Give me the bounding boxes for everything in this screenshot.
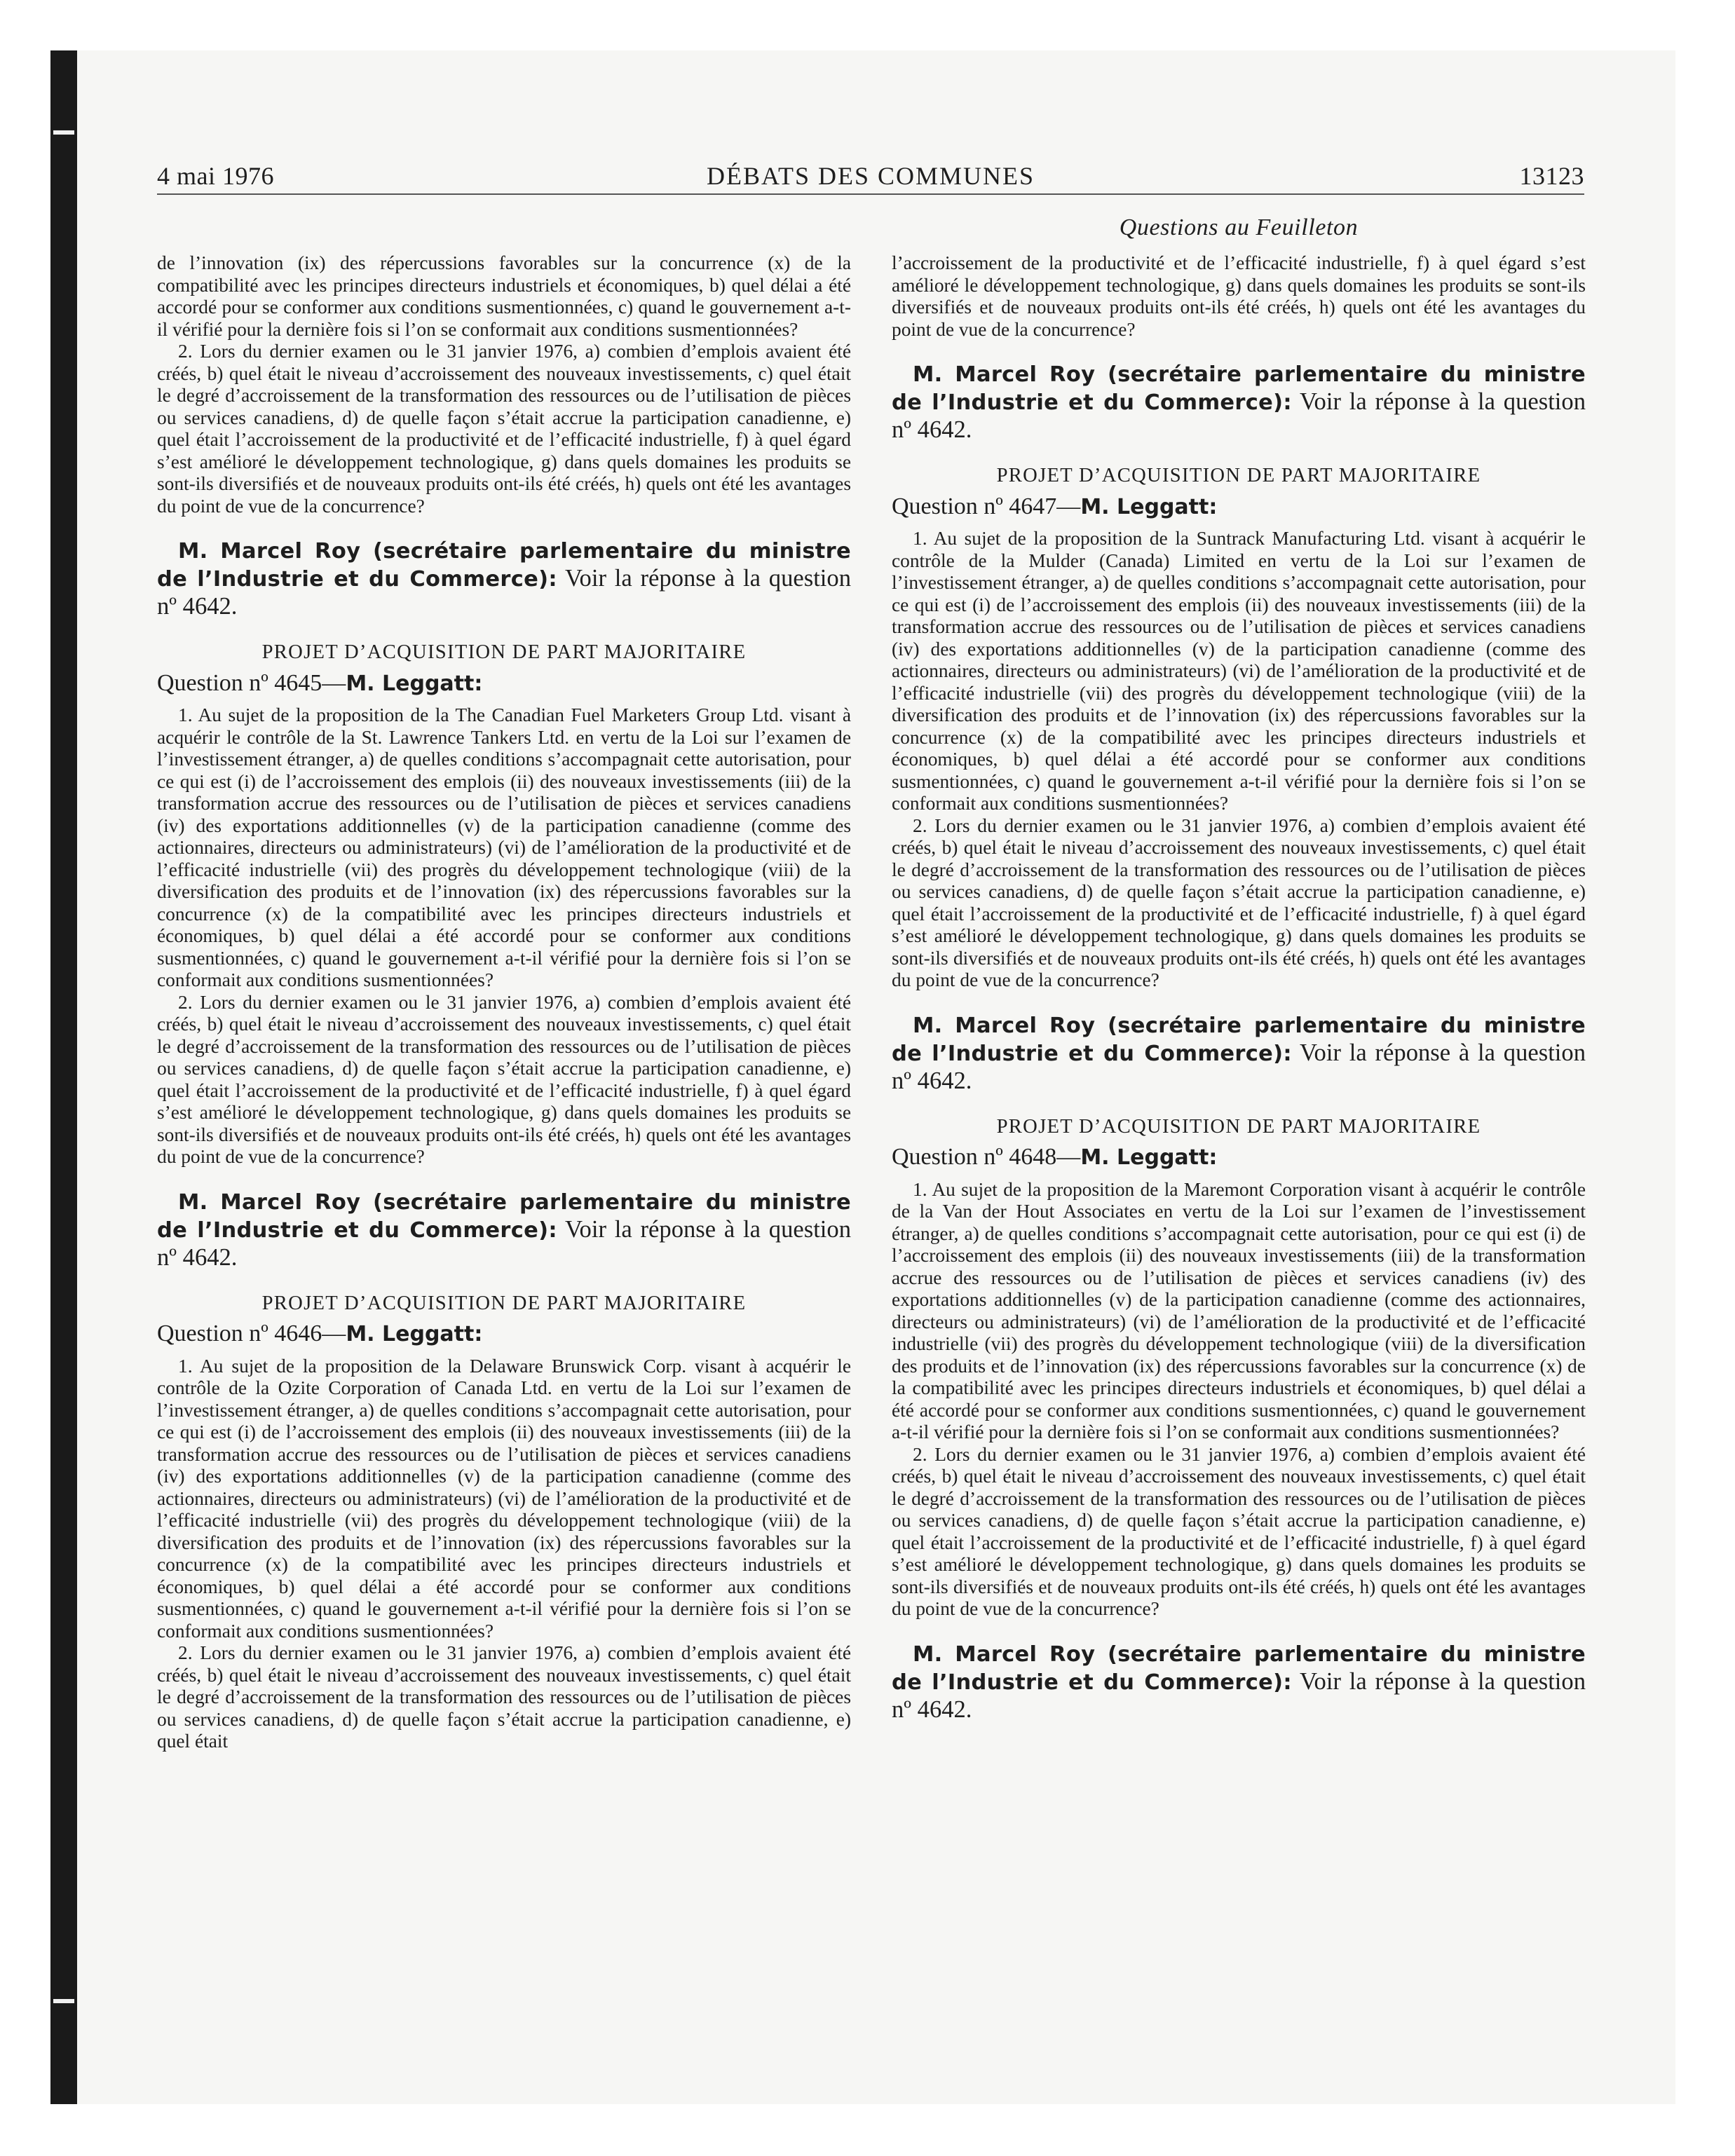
header-page-number: 13123 [1519,162,1584,190]
paragraph: 1. Au sujet de la proposition de la Delaware Brunswick Corp. visant à acquérir le contrôle de la Ozite Corporation of Canada Ltd. en vertu de la Loi sur l’examen de l’investissement étranger, a) de quelles conditions s’accompagnait cette autorisation, pour ce qui est (i) de l’accroissement des emplois (ii) des nouveaux investissements (iii) de la transformation accrue des ressources ou de l’utilisation de pièces et services canadiens (iv) des exportations additionnelles (v) de la participation canadienne (comme des actionnaires, directeurs ou administrateurs) (vi) de l’amélioration de la productivité et de l’efficacité industrielle (vii) des progrès du développement technologique (viii) de la diversification des produits et de l’innovation (ix) des répercussions favorables sur la concurrence (x) de la compatibilité avec les principes directeurs industriels et économiques, b) quel délai a été accordé pour se conformer aux conditions susmentionnées, c) quand le gouvernement a-t-il vérifié pour la dernière fois si l’on se conformait aux conditions susmentionnées? [157,1355,851,1642]
edge-mark [53,1999,74,2003]
answer [892,1011,1586,1095]
question-mp: M. Leggatt: [1080,1145,1218,1170]
header-title: DÉBATS DES COMMUNES [706,162,1035,190]
answer-text: Voir la réponse à la question nº 4642. [892,1039,1586,1094]
paragraph: 1. Au sujet de la proposition de la Maremont Corporation visant à acquérir le contrôle de la Van der Hout Associates en vertu de la Loi sur l’examen de l’investissement étranger, a) de quelles conditions s’accompagnait cette autorisation, pour ce qui est (i) de l’accroissement des emplois (ii) des nouveaux investissements (iii) de la transformation accrue des ressources ou de l’utilisation de pièces et services canadiens (iv) des exportations additionnelles (v) de la participation canadienne (comme des actionnaires, directeurs ou administrateurs) (vi) de l’amélioration de la productivité et de l’efficacité industrielle (vii) des progrès du développement technologique (viii) de la diversification des produits et de l’innovation (ix) des répercussions favorables sur la concurrence (x) de la compatibilité avec les principes directeurs industriels et économiques, b) quel délai a été accordé pour se conformer aux conditions susmentionnées, c) quand le gouvernement a-t-il vérifié pour la dernière fois si l’on se conformait aux conditions susmentionnées? [892,1178,1586,1442]
paragraph: 1. Au sujet de la proposition de la Suntrack Manufacturing Ltd. visant à acquérir le contrôle de la Mulder (Canada) Limited en vertu de la Loi sur l’examen de l’investissement étranger, a) de quelles conditions s’accompagnait cette autorisation, pour ce qui est (i) de l’accroissement des emplois (ii) des nouveaux investissements (iii) de la transformation accrue des ressources ou de l’utilisation de pièces et services canadiens (iv) des exportations additionnelles (v) de la participation canadienne (comme des actionnaires, directeurs ou administrateurs) (vi) de l’amélioration de la productivité et de l’efficacité industrielle (vii) des progrès du développement technologique (viii) de la diversification des produits et de l’innovation (ix) des répercussions favorables sur la concurrence (x) de la compatibilité avec les principes directeurs industriels et économiques, b) quel délai a été accordé pour se conformer aux conditions susmentionnées, c) quand le gouvernement a-t-il vérifié pour la dernière fois si l’on se conformait aux conditions susmentionnées? [892,528,1586,814]
header-date: 4 mai 1976 [157,162,274,190]
answer [157,537,851,620]
section-title: PROJET D’ACQUISITION DE PART MAJORITAIRE [996,1115,1481,1138]
question-number: Question nº 4646— [157,1321,346,1346]
question-heading [157,1323,851,1346]
paragraph: 2. Lors du dernier examen ou le 31 janvier 1976, a) combien d’emplois avaient été créés, b) quel était le niveau d’accroissement des nouveaux investissements, c) quel était le degré d’accroissement de la transformation des ressources ou de l’utilisation de pièces ou services canadiens, d) de quelle façon s’était accrue la participation canadienne, e) quel était l’accroissement de la productivité et de l’efficacité industrielle, f) à quel égard s’est amélioré le développement technologique, g) dans quels domaines les produits se sont-ils diversifiés et de nouveaux produits ont-ils été créés, h) quels ont été les avantages du point de vue de la concurrence? [892,1443,1586,1619]
question-number: Question nº 4647— [892,493,1081,519]
question-heading [892,493,1586,519]
section-title: PROJET D’ACQUISITION DE PART MAJORITAIRE [996,465,1481,486]
right-column [892,252,1586,1745]
header-rule [157,193,1584,195]
paragraph: de l’innovation (ix) des répercussions favorables sur la concurrence (x) de la compatibilité avec les principes directeurs industriels et économiques, b) quel délai a été accordé pour se conformer aux conditions susmentionnées, c) quand le gouvernement a-t-il vérifié pour la dernière fois si l’on se conformait aux conditions susmentionnées? [157,252,851,340]
question-heading [157,669,851,696]
page-header [157,158,1584,193]
answer-text: Voir la réponse à la question nº 4642. [892,1667,1586,1723]
answer-text: Voir la réponse à la question nº 4642. [892,388,1586,443]
answer [892,1640,1586,1724]
answer [892,360,1586,444]
answer-speaker: M. Marcel Roy (secrétaire parlementaire du ministre de l’Industrie et du Commerce): [892,1013,1586,1066]
answer [157,1188,851,1271]
section-title: PROJET D’ACQUISITION DE PART MAJORITAIRE [261,1292,747,1314]
running-head: Questions au Feuilleton [1119,214,1359,240]
answer-speaker: M. Marcel Roy (secrétaire parlementaire du ministre de l’Industrie et du Commerce): [892,1642,1586,1695]
paragraph: 2. Lors du dernier examen ou le 31 janvier 1976, a) combien d’emplois avaient été créés, b) quel était le niveau d’accroissement des nouveaux investissements, c) quel était le degré d’accroissement de la transformation des ressources ou de l’utilisation de pièces ou services canadiens, d) de quelle façon s’était accrue la participation canadienne, e) quel était l’accroissement de la productivité et de l’efficacité industrielle, f) à quel égard s’est amélioré le développement technologique, g) dans quels domaines les produits se sont-ils diversifiés et de nouveaux produits ont-ils été créés, h) quels ont été les avantages du point de vue de la concurrence? [157,341,851,517]
edge-mark [53,130,74,135]
paragraph: 2. Lors du dernier examen ou le 31 janvier 1976, a) combien d’emplois avaient été créés, b) quel était le niveau d’accroissement des nouveaux investissements, c) quel était le degré d’accroissement de la transformation des ressources ou de l’utilisation de pièces ou services canadiens, d) de quelle façon s’était accrue la participation canadienne, e) quel était l’accroissement de la productivité et de l’efficacité industrielle, f) à quel égard s’est amélioré le développement technologique, g) dans quels domaines les produits se sont-ils diversifiés et de nouveaux produits ont-ils été créés, h) quels ont été les avantages du point de vue de la concurrence? [892,814,1586,990]
answer-text: Voir la réponse à la question nº 4642. [157,565,851,620]
question-heading [892,1146,1586,1169]
answer-speaker: M. Marcel Roy (secrétaire parlementaire du ministre de l’Industrie et du Commerce): [157,1189,851,1243]
answer-speaker: M. Marcel Roy (secrétaire parlementaire du ministre de l’Industrie et du Commerce): [157,539,851,592]
left-column [157,252,851,1753]
question-mp: M. Leggatt: [346,671,483,696]
section-title: PROJET D’ACQUISITION DE PART MAJORITAIRE [261,641,747,663]
binding-edge [50,50,77,2104]
paragraph: l’accroissement de la productivité et de l’efficacité industrielle, f) à quel égard s’est amélioré le développement technologique, g) dans quels domaines les produits se sont-ils diversifiés et de nouveaux produits ont-ils été créés, h) quels ont été les avantages du point de vue de la concurrence? [892,252,1586,340]
question-number: Question nº 4648— [892,1144,1081,1170]
paragraph: 1. Au sujet de la proposition de la The Canadian Fuel Marketers Group Ltd. visant à acquérir le contrôle de la St. Lawrence Tankers Ltd. en vertu de la Loi sur l’examen de l’investissement étranger, a) de quelles conditions s’accompagnait cette autorisation, pour ce qui est (i) de l’accroissement des emplois (ii) des nouveaux investissements (iii) de la transformation accrue des ressources ou de l’utilisation de pièces et services canadiens (iv) des exportations additionnelles (v) de la participation canadienne (comme des actionnaires, directeurs ou administrateurs) (vi) de l’amélioration de la productivité et de l’efficacité industrielle (vii) des progrès du développement technologique (viii) de la diversification des produits et de l’innovation (ix) des répercussions favorables sur la concurrence (x) de la compatibilité avec les principes directeurs industriels et économiques, b) quel délai a été accordé pour se conformer aux conditions susmentionnées, c) quand le gouvernement a-t-il vérifié pour la dernière fois si l’on se conformait aux conditions susmentionnées? [157,704,851,990]
question-number: Question nº 4645— [157,669,346,696]
paragraph: 2. Lors du dernier examen ou le 31 janvier 1976, a) combien d’emplois avaient été créés, b) quel était le niveau d’accroissement des nouveaux investissements, c) quel était le degré d’accroissement de la transformation des ressources ou de l’utilisation de pièces ou services canadiens, d) de quelle façon s’était accrue la participation canadienne, e) quel était [157,1642,851,1752]
answer-speaker: M. Marcel Roy (secrétaire parlementaire du ministre de l’Industrie et du Commerce): [892,362,1586,415]
paragraph: 2. Lors du dernier examen ou le 31 janvier 1976, a) combien d’emplois avaient été créés, b) quel était le niveau d’accroissement des nouveaux investissements, c) quel était le degré d’accroissement de la transformation des ressources ou de l’utilisation de pièces ou services canadiens, d) de quelle façon s’était accrue la participation canadienne, e) quel était l’accroissement de la productivité et de l’efficacité industrielle, f) à quel égard s’est amélioré le développement technologique, g) dans quels domaines les produits se sont-ils diversifiés et de nouveaux produits ont-ils été créés, h) quels ont été les avantages du point de vue de la concurrence? [157,991,851,1167]
question-mp: M. Leggatt: [1080,494,1218,519]
question-mp: M. Leggatt: [346,1322,483,1346]
answer-text: Voir la réponse à la question nº 4642. [157,1215,851,1271]
